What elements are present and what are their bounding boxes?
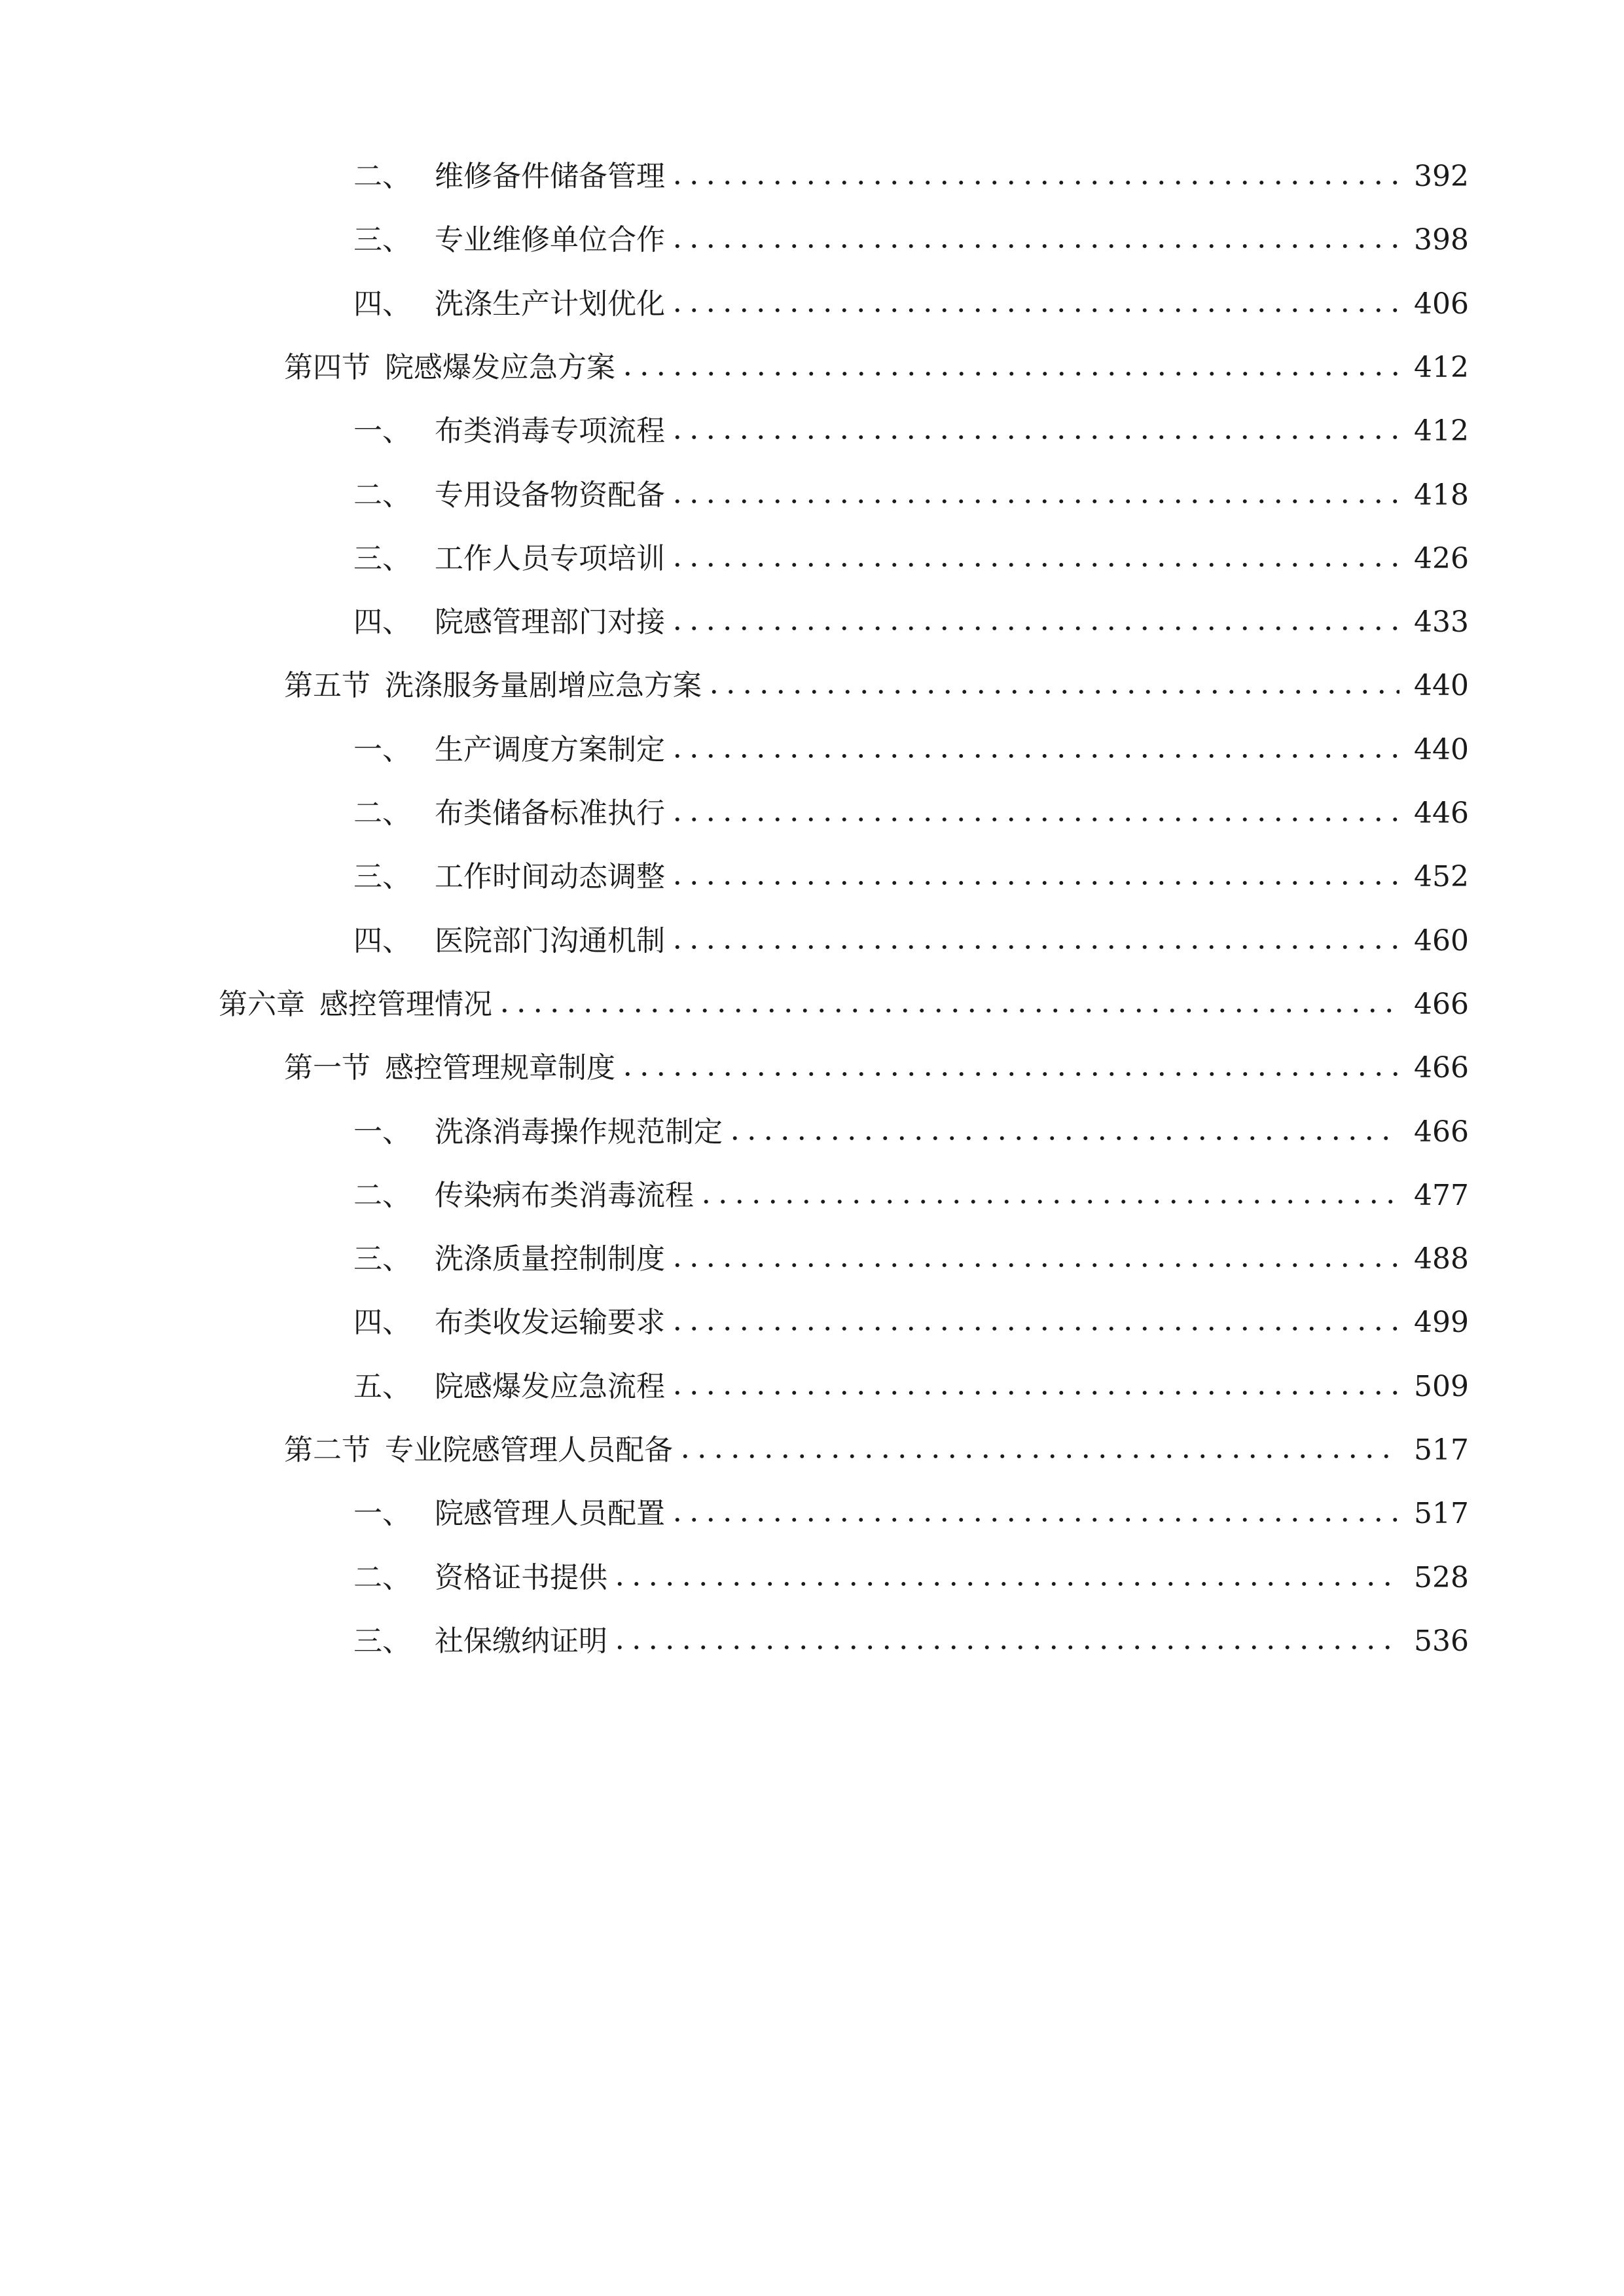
dot-leader — [669, 1263, 1399, 1268]
toc-entry[interactable] — [284, 662, 1469, 709]
toc-entry[interactable] — [353, 535, 1469, 583]
toc-entry[interactable] — [353, 1363, 1469, 1410]
toc-entry-number: 四、 — [353, 605, 411, 639]
toc-entry-page-number: 392 — [1414, 160, 1469, 193]
toc-entry-page-number: 509 — [1414, 1370, 1469, 1403]
toc-entry[interactable] — [353, 1618, 1469, 1665]
toc-entry-number: 第五节 — [284, 669, 370, 702]
dot-leader — [669, 308, 1399, 313]
dot-leader — [727, 1136, 1399, 1141]
toc-entry[interactable] — [284, 1427, 1469, 1474]
toc-entry[interactable] — [353, 918, 1469, 965]
dot-leader — [706, 689, 1399, 694]
toc-entry-page-number: 466 — [1414, 1115, 1469, 1149]
toc-entry-number: 三、 — [353, 223, 411, 257]
toc-entry-page-number: 466 — [1414, 988, 1469, 1021]
toc-entry-page-number: 426 — [1414, 542, 1469, 575]
toc-entry-title: 洗涤消毒操作规范制定 — [435, 1115, 723, 1149]
toc-entry[interactable] — [219, 981, 1469, 1028]
toc-entry-page-number: 536 — [1414, 1624, 1469, 1658]
toc-entry[interactable] — [353, 281, 1469, 328]
dot-leader — [611, 1581, 1399, 1587]
toc-entry-page-number: 452 — [1414, 860, 1469, 893]
toc-entry-title: 维修备件储备管理 — [435, 160, 665, 193]
toc-entry-title: 资格证书提供 — [435, 1561, 607, 1594]
dot-leader — [669, 817, 1399, 822]
toc-entry-title: 专业维修单位合作 — [435, 223, 665, 257]
dot-leader — [669, 753, 1399, 759]
toc-entry-page-number: 440 — [1414, 733, 1469, 766]
toc-entry-title: 工作时间动态调整 — [435, 860, 665, 893]
dot-leader — [669, 1517, 1399, 1522]
toc-entry-number: 第四节 — [284, 351, 370, 384]
toc-entry-title: 工作人员专项培训 — [435, 542, 665, 575]
toc-entry-number: 第六章 — [219, 988, 305, 1021]
toc-entry-page-number: 460 — [1414, 924, 1469, 958]
dot-leader — [669, 626, 1399, 631]
toc-entry[interactable] — [284, 344, 1469, 391]
toc-entry-page-number: 412 — [1414, 414, 1469, 448]
toc-entry-page-number: 488 — [1414, 1242, 1469, 1276]
toc-entry-title: 院感爆发应急流程 — [435, 1370, 665, 1403]
toc-entry-title: 专业院感管理人员配备 — [385, 1433, 673, 1467]
toc-entry-page-number: 466 — [1414, 1051, 1469, 1085]
dot-leader — [698, 1199, 1399, 1204]
dot-leader — [669, 562, 1399, 567]
toc-entry[interactable] — [353, 1490, 1469, 1537]
toc-entry-page-number: 412 — [1414, 351, 1469, 384]
toc-entry-title: 传染病布类消毒流程 — [435, 1179, 694, 1212]
toc-entry-number: 四、 — [353, 287, 411, 321]
toc-entry-title: 布类消毒专项流程 — [435, 414, 665, 448]
dot-leader — [619, 1071, 1399, 1077]
toc-entry-page-number: 418 — [1414, 478, 1469, 512]
toc-entry-number: 二、 — [353, 478, 411, 512]
toc-entry-page-number: 406 — [1414, 287, 1469, 321]
toc-entry-title: 院感管理人员配置 — [435, 1497, 665, 1530]
toc-entry[interactable] — [353, 408, 1469, 455]
toc-entry-number: 三、 — [353, 860, 411, 893]
toc-entry-number: 一、 — [353, 414, 411, 448]
toc-entry-number: 一、 — [353, 1115, 411, 1149]
toc-entry-page-number: 446 — [1414, 797, 1469, 830]
toc-entry-page-number: 517 — [1414, 1497, 1469, 1530]
toc-entry-page-number: 499 — [1414, 1306, 1469, 1339]
toc-entry[interactable] — [284, 1045, 1469, 1092]
dot-leader — [669, 1326, 1399, 1331]
toc-entry-number: 四、 — [353, 924, 411, 958]
dot-leader — [669, 435, 1399, 440]
dot-leader — [669, 499, 1399, 504]
toc-entry-title: 洗涤生产计划优化 — [435, 287, 665, 321]
toc-entry-title: 社保缴纳证明 — [435, 1624, 607, 1658]
toc-entry-page-number: 440 — [1414, 669, 1469, 702]
toc-entry-title: 洗涤服务量剧增应急方案 — [385, 669, 702, 702]
toc-entry[interactable] — [353, 599, 1469, 646]
toc-entry-number: 四、 — [353, 1306, 411, 1339]
toc-entry[interactable] — [353, 790, 1469, 837]
toc-entry-number: 二、 — [353, 797, 411, 830]
toc-entry-number: 五、 — [353, 1370, 411, 1403]
toc-entry-page-number: 433 — [1414, 605, 1469, 639]
toc-entry-title: 生产调度方案制定 — [435, 733, 665, 766]
toc-entry-page-number: 528 — [1414, 1561, 1469, 1594]
toc-entry-number: 三、 — [353, 1242, 411, 1276]
dot-leader — [669, 180, 1399, 185]
toc-entry-title: 洗涤质量控制制度 — [435, 1242, 665, 1276]
toc-entry[interactable] — [353, 1554, 1469, 1602]
dot-leader — [496, 1008, 1399, 1013]
toc-entry-number: 二、 — [353, 1561, 411, 1594]
dot-leader — [611, 1645, 1399, 1650]
toc-entry-number: 一、 — [353, 1497, 411, 1530]
toc-entry-title: 感控管理规章制度 — [385, 1051, 615, 1085]
toc-entry[interactable] — [353, 472, 1469, 519]
dot-leader — [677, 1454, 1399, 1459]
toc-entry-number: 二、 — [353, 1179, 411, 1212]
toc-entry[interactable] — [353, 1299, 1469, 1346]
toc-entry-page-number: 477 — [1414, 1179, 1469, 1212]
dot-leader — [619, 371, 1399, 376]
toc-entry-number: 第一节 — [284, 1051, 370, 1085]
dot-leader — [669, 880, 1399, 886]
dot-leader — [669, 243, 1399, 249]
toc-entry[interactable] — [353, 1236, 1469, 1283]
toc-entry-title: 医院部门沟通机制 — [435, 924, 665, 958]
toc-entry-number: 一、 — [353, 733, 411, 766]
toc-entry-title: 感控管理情况 — [319, 988, 492, 1021]
toc-entry[interactable] — [353, 1172, 1469, 1219]
toc-entry-title: 院感管理部门对接 — [435, 605, 665, 639]
toc-entry[interactable] — [353, 217, 1469, 264]
toc-entry-number: 三、 — [353, 542, 411, 575]
toc-entry[interactable] — [353, 1109, 1469, 1156]
dot-leader — [669, 1390, 1399, 1395]
toc-entry-page-number: 398 — [1414, 223, 1469, 257]
toc-entry-number: 三、 — [353, 1624, 411, 1658]
toc-entry[interactable] — [353, 153, 1469, 200]
toc-entry-title: 专用设备物资配备 — [435, 478, 665, 512]
toc-entry[interactable] — [353, 853, 1469, 901]
toc-entry[interactable] — [353, 726, 1469, 774]
toc-entry-page-number: 517 — [1414, 1433, 1469, 1467]
toc-entry-title: 布类收发运输要求 — [435, 1306, 665, 1339]
toc-entry-title: 布类储备标准执行 — [435, 797, 665, 830]
toc-entry-title: 院感爆发应急方案 — [385, 351, 615, 384]
dot-leader — [669, 944, 1399, 950]
toc-entry-number: 二、 — [353, 160, 411, 193]
toc-entry-number: 第二节 — [284, 1433, 370, 1467]
